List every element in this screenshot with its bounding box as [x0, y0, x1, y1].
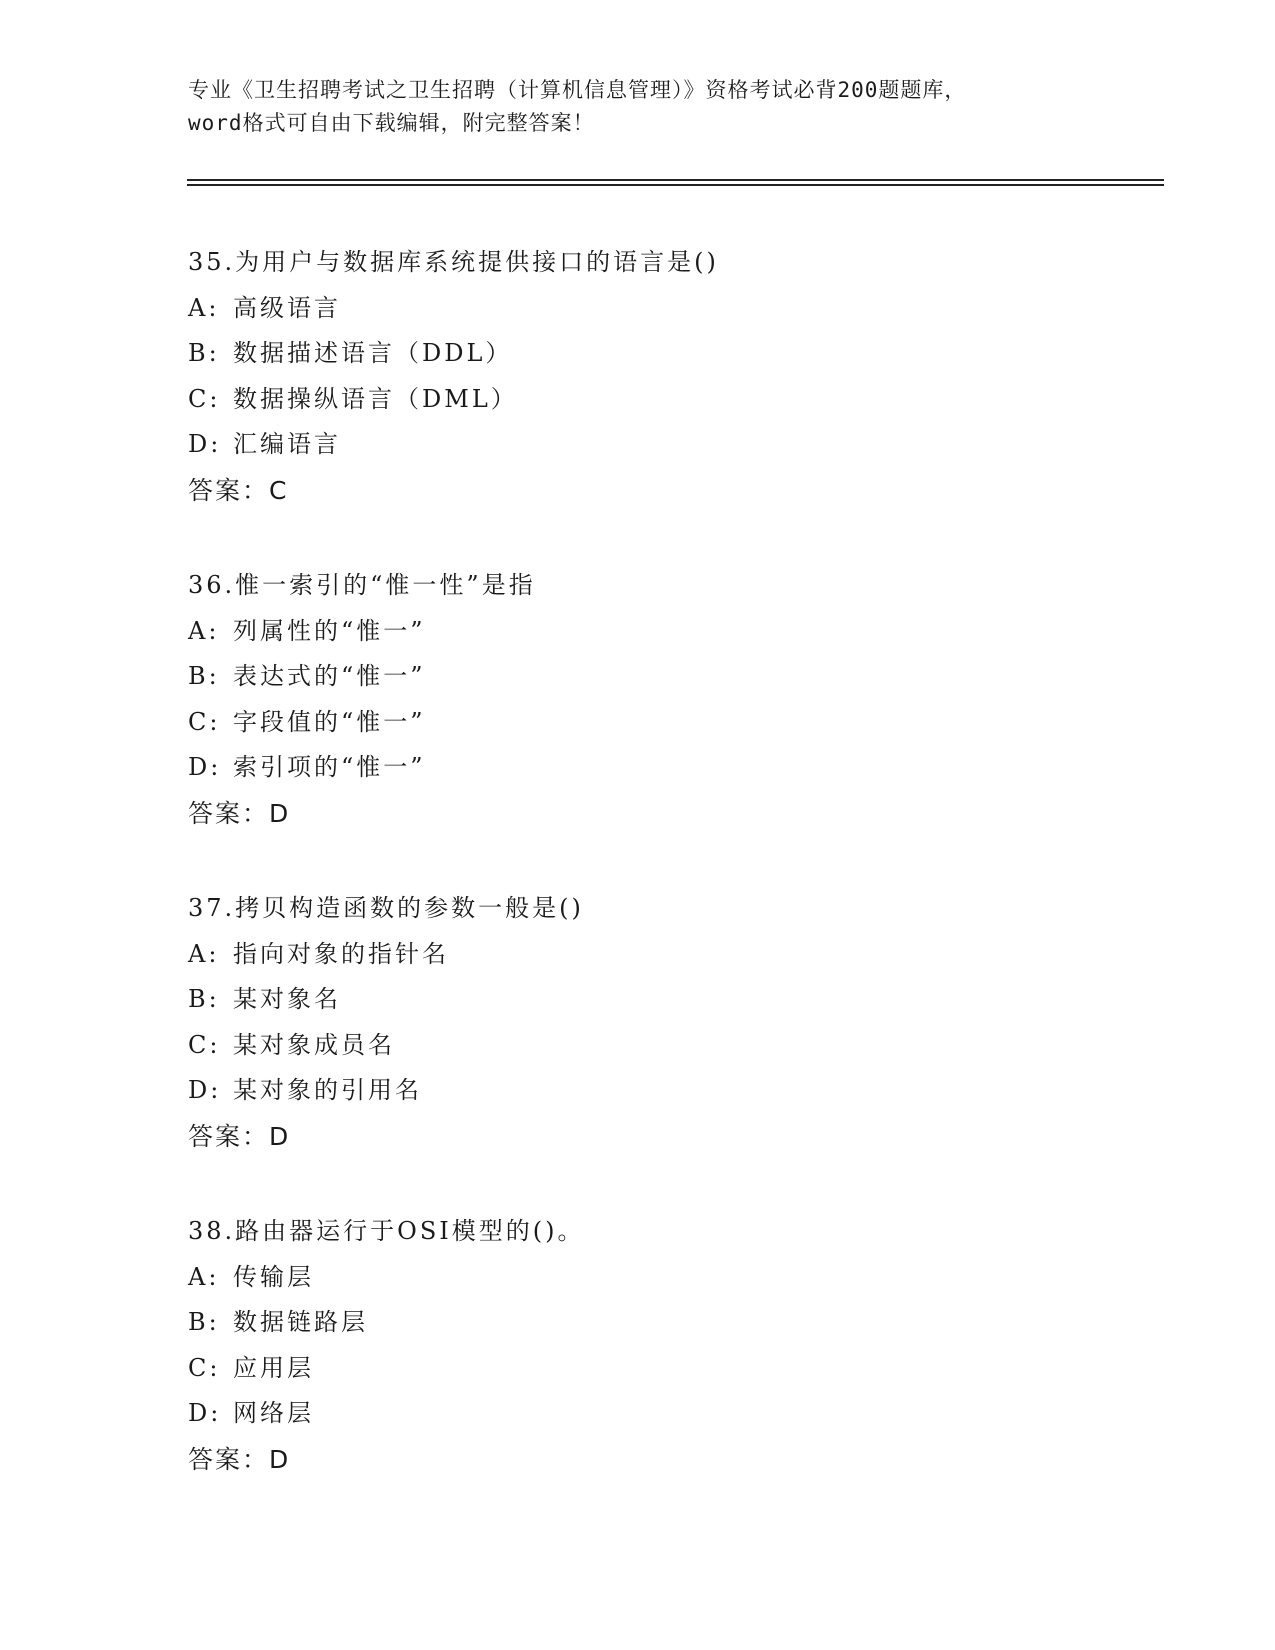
question-37	[188, 886, 1168, 1159]
option-a	[188, 609, 1168, 655]
option-key: B:	[188, 662, 220, 690]
option-text: 表达式的“惟一”	[233, 662, 426, 690]
option-text: 某对象名	[233, 985, 341, 1013]
header-title-line-2: word格式可自由下载编辑，附完整答案！	[188, 111, 595, 135]
option-text: 某对象的引用名	[233, 1076, 422, 1104]
option-text: 列属性的“惟一”	[233, 616, 426, 645]
option-key: A:	[188, 293, 220, 322]
option-c	[188, 1346, 1168, 1392]
option-text: 数据描述语言（DDL）	[233, 339, 513, 367]
option-key: C:	[188, 707, 221, 736]
header-divider-top	[187, 179, 1164, 181]
option-a	[188, 1255, 1168, 1301]
document-header	[188, 74, 1088, 140]
option-d	[188, 1068, 1168, 1114]
option-b	[188, 654, 1168, 700]
answer-label: 答案：D	[188, 1121, 291, 1151]
option-d	[188, 745, 1168, 791]
question-list	[188, 240, 1168, 1532]
option-key: D:	[188, 1399, 222, 1427]
question-stem: 36.惟一索引的“惟一性”是指	[188, 571, 536, 599]
option-text: 数据链路层	[233, 1308, 368, 1336]
option-key: A:	[188, 939, 220, 968]
question-38	[188, 1209, 1168, 1482]
option-b	[188, 1300, 1168, 1346]
option-b	[188, 977, 1168, 1023]
option-key: D:	[188, 430, 222, 458]
question-36	[188, 563, 1168, 836]
option-d	[188, 422, 1168, 468]
option-key: C:	[188, 1353, 221, 1382]
option-key: B:	[188, 1308, 220, 1336]
question-35	[188, 240, 1168, 513]
option-text: 数据操纵语言（DML）	[233, 384, 518, 413]
answer-label: 答案：D	[188, 798, 291, 828]
option-key: B:	[188, 339, 220, 367]
option-text: 指向对象的指针名	[233, 939, 449, 968]
option-a	[188, 286, 1168, 332]
option-text: 高级语言	[233, 293, 341, 322]
option-text: 传输层	[233, 1262, 314, 1291]
option-key: D:	[188, 1076, 222, 1104]
option-c	[188, 1023, 1168, 1069]
option-key: B:	[188, 985, 220, 1013]
option-key: C:	[188, 384, 221, 413]
option-key: A:	[188, 616, 220, 645]
option-text: 汇编语言	[233, 430, 341, 458]
option-text: 索引项的“惟一”	[233, 753, 426, 781]
header-divider-bottom	[187, 184, 1164, 186]
option-a	[188, 932, 1168, 978]
option-b	[188, 331, 1168, 377]
option-d	[188, 1391, 1168, 1437]
question-stem: 38.路由器运行于OSI模型的()。	[188, 1217, 585, 1245]
answer-label: 答案：C	[188, 475, 289, 505]
option-text: 应用层	[233, 1353, 314, 1382]
option-text: 某对象成员名	[233, 1030, 395, 1059]
header-title-line-1: 专业《卫生招聘考试之卫生招聘（计算机信息管理）》资格考试必背200题题库，	[188, 78, 967, 102]
option-text: 网络层	[233, 1399, 314, 1427]
option-key: C:	[188, 1030, 221, 1059]
option-c	[188, 700, 1168, 746]
answer-label: 答案：D	[188, 1444, 291, 1474]
option-key: D:	[188, 753, 222, 781]
question-stem: 35.为用户与数据库系统提供接口的语言是()	[188, 248, 719, 276]
option-c	[188, 377, 1168, 423]
option-key: A:	[188, 1262, 220, 1291]
question-stem: 37.拷贝构造函数的参数一般是()	[188, 894, 584, 922]
option-text: 字段值的“惟一”	[233, 707, 426, 736]
